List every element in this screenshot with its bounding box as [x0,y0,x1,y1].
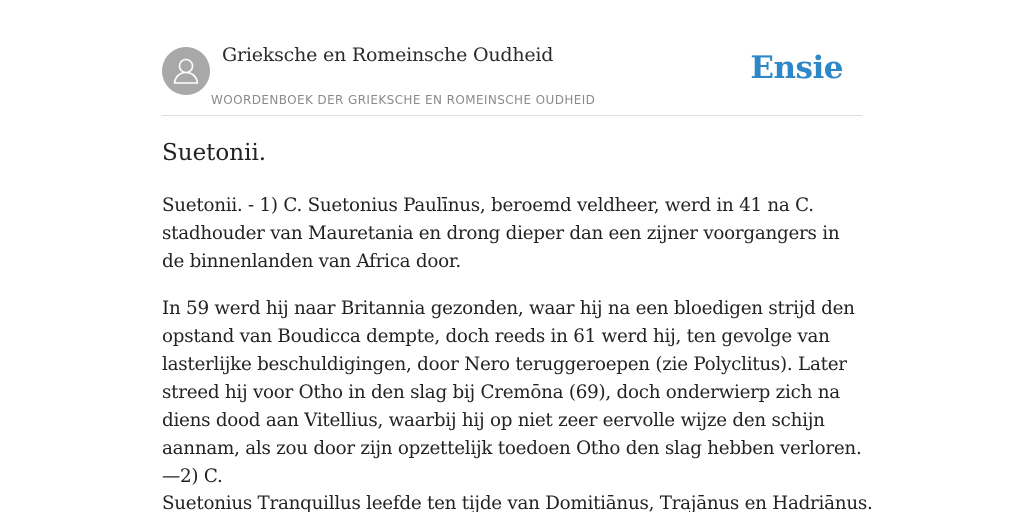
user-placeholder-icon[interactable] [162,47,210,95]
header-divider [162,115,862,116]
ensie-logo[interactable]: Ensie [750,50,843,86]
entry-paragraph-3: Suetonius Tranquillus leefde ten tijde van Domitiānus, Trajānus en Hadriānus. [162,493,873,512]
entry-paragraph-1: Suetonii. - 1) C. Suetonius Paulīnus, beroemd veldheer, werd in 41 na C. stadhouder van Mauretania en drong dieper dan een zijner voorgangers in de binnenlanden van Africa door. [162,195,840,272]
source-subtitle[interactable]: WOORDENBOEK DER GRIEKSCHE EN ROMEINSCHE OUDHEID [211,93,596,107]
entry-paragraph-2: In 59 werd hij naar Britannia gezonden, waar hij na een bloedigen strijd den opstand van Boudicca dempte, doch reeds in 61 werd hij, ten gevolge van lasterlijke beschuldigingen, door Nero teruggeroepen (zie Polyclitus). Later streed hij voor Otho in den slag bij Cremōna (69), doch onderwierp zich na diens dood aan Vitellius, waarbij hij op niet zeer eervolle wijze den schijn aannam, als zou door zijn opzettelijk toedoen Otho den slag hebben verloren.—2) C. [162,298,862,487]
entry-title: Suetonii. [162,140,267,166]
source-title[interactable]: Grieksche en Romeinsche Oudheid [222,44,554,66]
